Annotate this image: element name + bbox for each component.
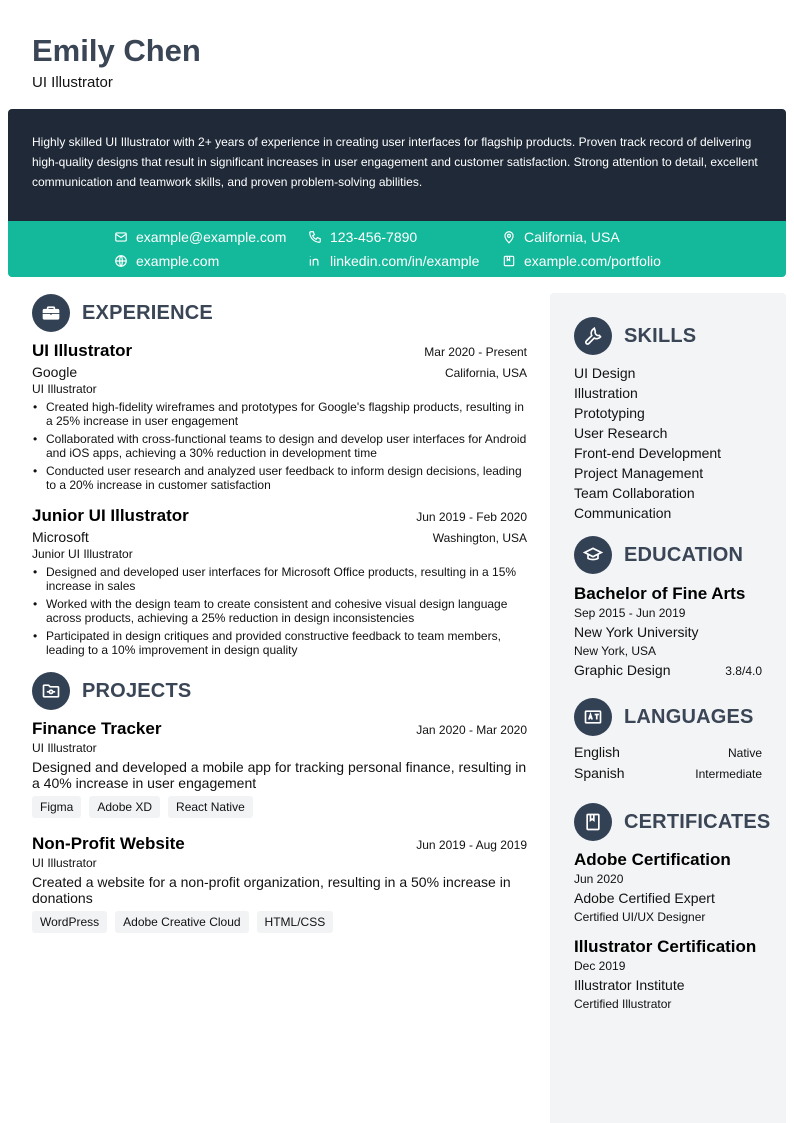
job-bullet: • Collaborated with cross-functional teams to design and develop user interfaces for Android and iOS apps, achieving a 30% reduction in development time — [32, 432, 527, 460]
job-role: Junior UI Illustrator — [32, 547, 133, 561]
project-tag: WordPress — [32, 911, 107, 933]
projects-section-header — [32, 671, 527, 711]
phone-icon — [308, 230, 322, 244]
certificate-date: Jun 2020 — [574, 872, 624, 886]
job-role: UI Illustrator — [32, 382, 97, 396]
language-item — [574, 763, 762, 784]
job-bullet: • Worked with the design team to create consistent and cohesive visual design language across products, achieving a 25% reduction in design inconsistencies — [32, 597, 527, 625]
resume-header — [32, 32, 201, 91]
skills-section-header — [574, 316, 762, 356]
contact-linkedin-text: linkedin.com/in/example — [330, 253, 480, 269]
globe-icon — [114, 254, 128, 268]
job-bullets — [32, 565, 527, 657]
education-location: New York, USA — [574, 644, 657, 658]
project-role: UI Illustrator — [32, 741, 97, 755]
education-heading: EDUCATION — [624, 543, 744, 566]
map-pin-icon — [502, 230, 516, 244]
skill-item: Front-end Development — [574, 445, 722, 461]
graduation-cap-icon — [574, 536, 612, 574]
languages-heading: LANGUAGES — [624, 705, 754, 728]
education-entry — [574, 584, 762, 681]
job-date: Mar 2020 - Present — [424, 345, 527, 359]
experience-heading: EXPERIENCE — [82, 301, 213, 324]
education-gpa: 3.8/4.0 — [725, 664, 762, 678]
contact-website[interactable] — [114, 251, 219, 271]
job-bullet: • Conducted user research and analyzed user feedback to inform design decisions, leading to a 20% increase in customer satisfaction — [32, 464, 527, 492]
project-tag: Adobe XD — [89, 796, 160, 818]
education-field: Graphic Design — [574, 662, 671, 678]
translate-icon — [574, 698, 612, 736]
certificate-name: Illustrator Certification — [574, 937, 757, 956]
job-bullet: • Designed and developed user interfaces for Microsoft Office products, resulting in a 15% increase in sales — [32, 565, 527, 593]
certificate-entry — [574, 937, 762, 1014]
project-tag: React Native — [168, 796, 253, 818]
skill-item: Communication — [574, 505, 672, 521]
job-location: California, USA — [444, 366, 527, 380]
certificate-issuer: Adobe Certified Expert — [574, 890, 715, 906]
project-tag: Adobe Creative Cloud — [115, 911, 248, 933]
language-item — [574, 742, 762, 763]
certificate-issuer: Illustrator Institute — [574, 977, 685, 993]
education-degree: Bachelor of Fine Arts — [574, 584, 746, 603]
certificate-name: Adobe Certification — [574, 850, 731, 869]
experience-entry — [32, 341, 527, 492]
contact-portfolio[interactable] — [502, 251, 661, 271]
briefcase-icon — [32, 294, 70, 332]
contact-location — [502, 227, 620, 247]
language-name: English — [574, 744, 620, 760]
education-section-header — [574, 535, 762, 575]
contact-bar — [8, 221, 786, 277]
education-school: New York University — [574, 624, 699, 640]
project-title: Finance Tracker — [32, 719, 162, 738]
skill-item: User Research — [574, 425, 668, 441]
skill-item: Team Collaboration — [574, 485, 695, 501]
project-tag: HTML/CSS — [257, 911, 334, 933]
project-description: Designed and developed a mobile app for tracking personal finance, resulting in a 40% increase in user engagement — [32, 759, 527, 791]
projects-heading: PROJECTS — [82, 679, 192, 702]
linkedin-icon — [308, 254, 322, 268]
project-title: Non-Profit Website — [32, 834, 185, 853]
contact-portfolio-text: example.com/portfolio — [524, 253, 661, 269]
sidebar — [550, 293, 786, 1123]
job-company: Google — [32, 364, 78, 380]
project-date: Jun 2019 - Aug 2019 — [416, 838, 527, 852]
languages-list — [574, 742, 762, 784]
candidate-title: UI Illustrator — [32, 74, 113, 91]
contact-email[interactable] — [114, 227, 286, 247]
contact-website-text: example.com — [136, 253, 220, 269]
contact-linkedin[interactable] — [308, 251, 479, 271]
project-tags — [32, 911, 527, 933]
certificates-heading: CERTIFICATES — [624, 810, 771, 833]
experience-entry — [32, 506, 527, 657]
skill-item: Prototyping — [574, 405, 645, 421]
skills-heading: SKILLS — [624, 324, 697, 347]
folder-icon — [32, 672, 70, 710]
job-title: UI Illustrator — [32, 341, 133, 360]
contact-phone-text: 123-456-7890 — [330, 229, 418, 245]
certificate-entry — [574, 850, 762, 927]
language-name: Spanish — [574, 765, 625, 781]
certificate-description: Certified Illustrator — [574, 997, 672, 1011]
language-level: Intermediate — [695, 767, 762, 781]
skill-item: UI Design — [574, 365, 636, 381]
mail-icon — [114, 230, 128, 244]
project-date: Jan 2020 - Mar 2020 — [416, 723, 527, 737]
job-bullet: • Participated in design critiques and provided constructive feedback to team members, leading to a 10% improvement in design quality — [32, 629, 527, 657]
portfolio-icon — [502, 254, 516, 268]
job-location: Washington, USA — [432, 531, 527, 545]
main-column — [32, 293, 527, 933]
certificate-book-icon — [574, 803, 612, 841]
contact-email-text: example@example.com — [136, 229, 287, 245]
job-company: Microsoft — [32, 529, 89, 545]
job-title: Junior UI Illustrator — [32, 506, 189, 525]
skills-list — [574, 363, 762, 523]
project-tag: Figma — [32, 796, 81, 818]
job-date: Jun 2019 - Feb 2020 — [416, 510, 527, 524]
project-tags — [32, 796, 527, 818]
project-role: UI Illustrator — [32, 856, 97, 870]
project-entry — [32, 834, 527, 933]
certificate-description: Certified UI/UX Designer — [574, 910, 706, 924]
contact-phone[interactable] — [308, 227, 417, 247]
experience-section-header — [32, 293, 527, 333]
summary-block: Highly skilled UI Illustrator with 2+ years of experience in creating user interfaces for flagship products. Proven track record of delivering high-quality designs that result in significant increases in user engagement and customer satisfaction. Strong attention to detail, excellent communication and teamwork skills, and proven problem-solving abilities. — [8, 109, 786, 221]
project-entry — [32, 719, 527, 818]
job-bullet: • Created high-fidelity wireframes and prototypes for Google's flagship products, resulting in a 25% increase in user engagement — [32, 400, 527, 428]
wrench-icon — [574, 317, 612, 355]
certificate-date: Dec 2019 — [574, 959, 626, 973]
candidate-name: Emily Chen — [32, 33, 201, 68]
language-level: Native — [727, 746, 762, 760]
job-bullets — [32, 400, 527, 492]
project-description: Created a website for a non-profit organization, resulting in a 50% increase in donations — [32, 874, 511, 906]
skill-item: Illustration — [574, 385, 638, 401]
skill-item: Project Management — [574, 465, 704, 481]
languages-section-header — [574, 697, 762, 737]
contact-location-text: California, USA — [524, 229, 620, 245]
certificates-section-header — [574, 802, 771, 842]
education-date: Sep 2015 - Jun 2019 — [574, 606, 686, 620]
